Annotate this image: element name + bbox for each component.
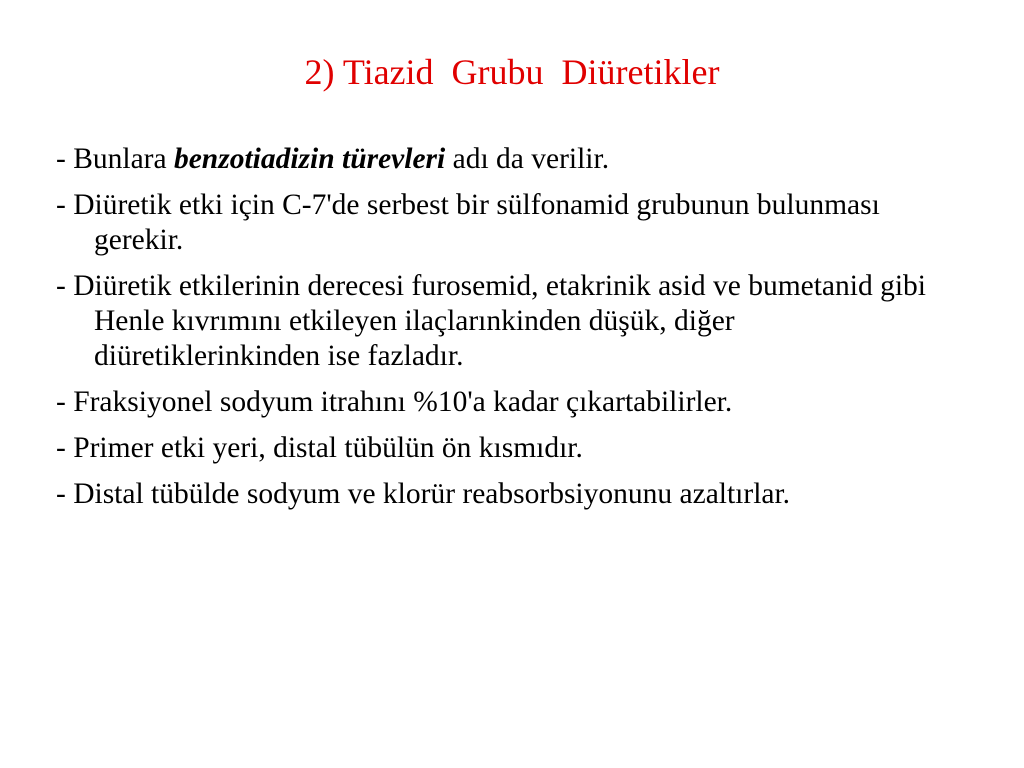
bullet-text-post: adı da verilir. [445,143,610,175]
bullet-emphasis: benzotiadizin türevleri [173,143,446,175]
bullet-item-sulfonamid: - Diüretik etki için C-7'de serbest bir sülfonamid grubunun bulunması gerekir. [56,189,880,256]
bullet-item-fraksiyonel-sodyum: - Fraksiyonel sodyum itrahını %10'a kadar çıkartabilirler. [56,386,733,418]
slide-title: 2) Tiazid Grubu Diüretikler [304,52,720,92]
bullet-item-reabsorbsiyon: - Distal tübülde sodyum ve klorür reabsorbsiyonunu azaltırlar. [56,478,791,510]
bullet-item-etki-derecesi: - Diüretik etkilerinin derecesi furosemid, etakrinik asid ve bumetanid gibi Henle kıvrımını etkileyen ilaçlarınkinden düşük, diğer diüretiklerinkinden ise fazladır. [56,270,926,372]
bullet-text-pre: - Bunlara [56,143,174,175]
bullet-item-primer-etki-yeri: - Primer etki yeri, distal tübülün ön kısmıdır. [56,432,583,464]
bullet-list [56,142,956,523]
bullet-item-benzotiadizin [56,142,956,177]
